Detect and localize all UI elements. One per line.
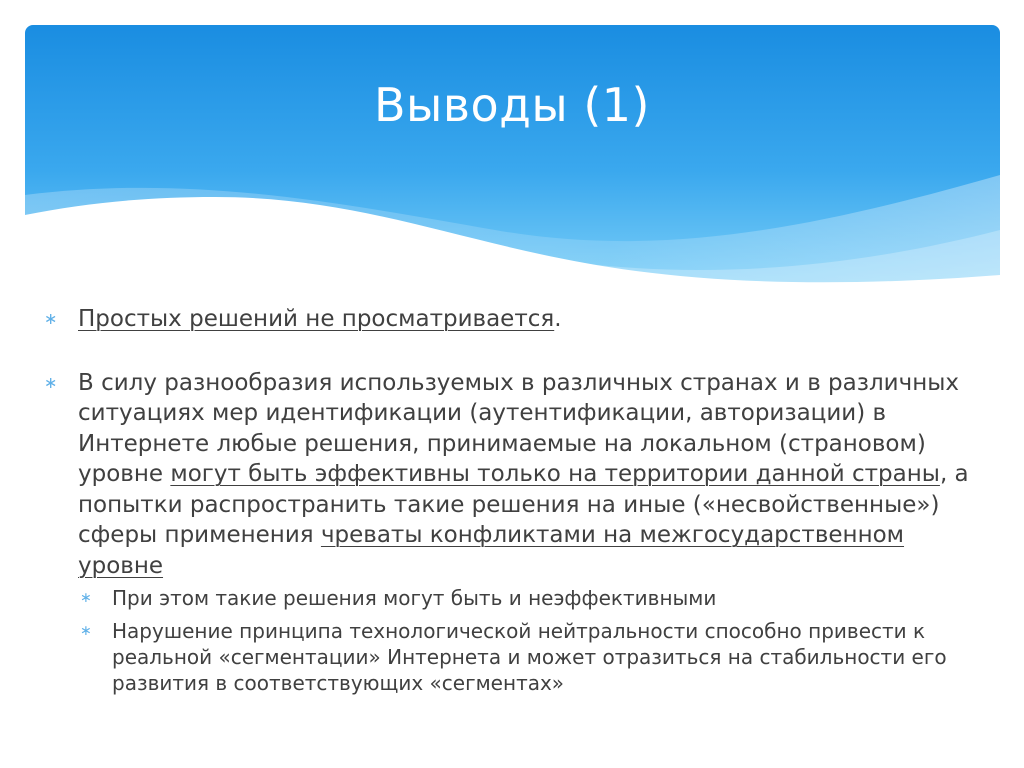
bullet-item [44,304,994,335]
asterisk-bullet-icon: ∗ [80,590,92,606]
slide-title: Выводы (1) [373,78,651,132]
bullet-text: . [554,306,562,332]
sub-bullet-text: При этом такие решения могут быть и неэффективными [112,586,717,610]
bullet-text: , а попытки распространить такие решения на иные («несвойственные») сферы применения [78,461,969,548]
wave-background [25,25,1000,290]
underlined-text: Простых решений не просматривается [78,306,555,332]
bullet-item [44,368,994,582]
sub-bullet-item [44,585,994,611]
underlined-text: могут быть эффективны только на территории данной страны [170,461,940,487]
bullet-text: В силу разнообразия используемых в различных странах и в различных ситуациях мер идентификации (аутентификации, авторизации) в Интернете любые решения, принимаемые на локальном (страновом) уровне [78,369,960,487]
asterisk-bullet-icon: ∗ [80,623,92,639]
asterisk-bullet-icon: ∗ [44,309,58,328]
content-area [44,300,994,696]
sub-bullet-text: Нарушение принципа технологической нейтральности способно привести к реальной «сегментации» Интернета и может отразиться на стабильности его развития в соответствующих «сегментах» [112,619,947,695]
sub-bullet-item [44,618,994,696]
underlined-text: чреваты конфликтами на межгосударственном уровне [78,522,905,579]
header-banner [25,25,1000,290]
asterisk-bullet-icon: ∗ [44,372,58,392]
